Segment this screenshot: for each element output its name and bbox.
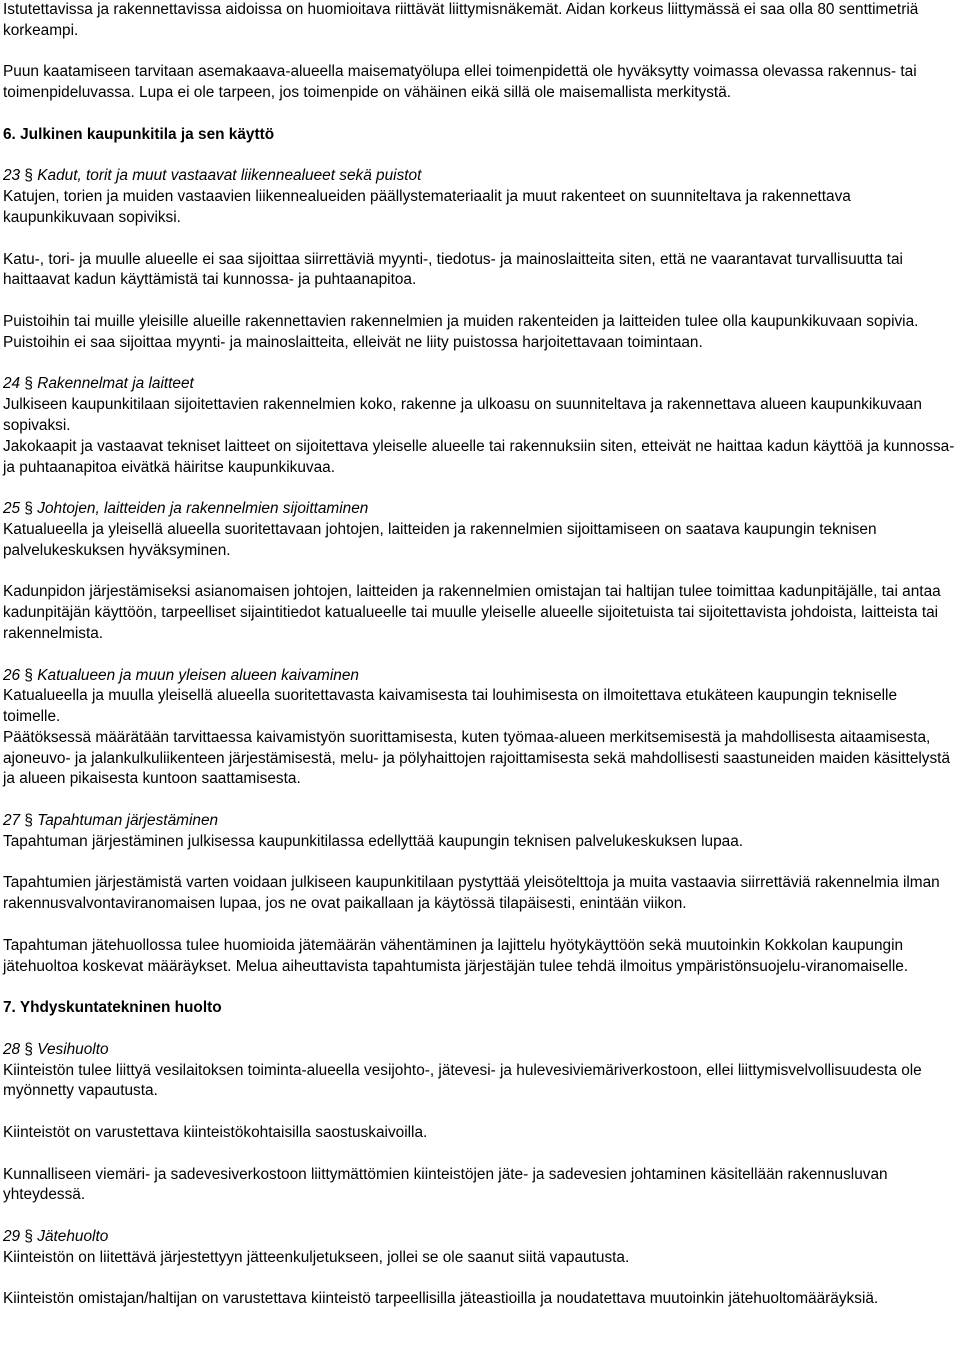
section-24-paragraph-1: Julkiseen kaupunkitilaan sijoitettavien rakennelmien koko, rakenne ja ulkoasu on suunniteltava ja rakennettava alueen kaupunkikuvaan sopivaksi. <box>3 396 922 434</box>
section-23-paragraph-1: Katujen, torien ja muiden vastaavien liikennealueiden päällystemateriaalit ja muut rakenteet on suunniteltava ja rakennettava kaupunkikuvaan sopiviksi. <box>3 188 851 226</box>
section-27-title <box>3 811 958 832</box>
section-26-paragraph-2: Päätöksessä määrätään tarvittaessa kaivamistyön suorittamisesta, kuten työmaa-alueen merkitsemisestä ja mahdollisesta aitaamisesta, ajoneuvo- ja jalankulkuliikenteen järjestämisestä, melu- ja pölyhaittojen rajoittamisesta sekä mahdollisesti saastuneiden maiden käsittelystä ja alueen pikaisesta kuntoon saattamisesta. <box>3 728 951 788</box>
section-28-paragraph-1: Kiinteistön tulee liittyä vesilaitoksen toiminta-alueella vesijohto-, jätevesi- ja hulevesiviemäriverkostoon, ellei liittymisvelvollisuudesta ole myönnetty vapautusta. <box>3 1061 922 1100</box>
section-27-paragraph-1: Tapahtuman järjestäminen julkisessa kaupunkitilassa edellyttää kaupungin teknisen palvelukeskuksen lupaa. <box>3 832 744 850</box>
intro-paragraph-2: Puun kaatamiseen tarvitaan asemakaava-alueella maisematyölupa ellei toimenpidettä ole hyväksytty voimassa olevassa rakennus- tai toimenpideluvassa. Lupa ei ole tarpeen, jos toimenpide on vähäinen eikä sillä ole maisemallista merkitystä. <box>3 63 917 102</box>
section-27-heading: Tapahtuman järjestäminen <box>37 812 219 830</box>
section-24-paragraph-2: Jakokaapit ja vastaavat tekniset laitteet on sijoitettava yleiselle alueelle tai rakennuksiin siten, etteivät ne haittaa kadun käyttöä ja kunnossa- ja puhtaanapitoa eivätkä häiritse kaupunkikuvaa. <box>3 437 955 476</box>
section-27-number: 27 <box>3 812 21 830</box>
section-23-title <box>3 166 958 187</box>
section-symbol: § <box>24 1040 33 1058</box>
section-23-number: 23 <box>3 167 21 185</box>
section-26-number: 26 <box>3 666 21 684</box>
section-29-heading: Jätehuolto <box>37 1228 109 1246</box>
section-24-title <box>3 374 958 395</box>
section-27-paragraph-2: Tapahtumien järjestämistä varten voidaan julkiseen kaupunkitilaan pystyttää yleisötelttoja ja muita vastaavia siirrettäviä rakennelmia ilman rakennusvalvontaviranomaisen lupaa, jos ne ovat paikallaan ja käytössä tilapäisesti, enintään viikon. <box>3 874 940 913</box>
section-29-number: 29 <box>3 1228 21 1246</box>
section-symbol: § <box>24 1228 33 1246</box>
section-25-paragraph-1: Katualueella ja yleisellä alueella suoritettavaan johtojen, laitteiden ja rakennelmien sijoittamiseen on saatava kaupungin teknisen palvelukeskuksen hyväksyminen. <box>3 520 877 559</box>
section-symbol: § <box>24 666 33 684</box>
section-27-paragraph-3: Tapahtuman jätehuollossa tulee huomioida jätemäärän vähentäminen ja lajittelu hyötykäyttöön sekä muutoinkin Kokkolan kaupungin jätehuoltoa koskevat määräykset. Melua aiheuttavista tapahtumista järjestäjän tulee tehdä ilmoitus ympäristönsuojelu-viranomaiselle. <box>3 936 909 975</box>
section-29-paragraph-1: Kiinteistön on liitettävä järjestettyyn jätteenkuljetukseen, jollei se ole saanut siitä vapautusta. <box>3 1248 630 1266</box>
section-28-heading: Vesihuolto <box>37 1040 109 1058</box>
chapter-7-heading: 7. Yhdyskuntatekninen huolto <box>3 999 222 1017</box>
section-symbol: § <box>24 375 33 393</box>
section-26-heading: Katualueen ja muun yleisen alueen kaivaminen <box>37 666 359 684</box>
section-symbol: § <box>24 500 33 518</box>
section-symbol: § <box>24 167 33 185</box>
section-25-heading: Johtojen, laitteiden ja rakennelmien sijoittaminen <box>37 500 369 518</box>
intro-paragraph-1: Istutettavissa ja rakennettavissa aidoissa on huomioitava riittävät liittymisnäkemät. Aidan korkeus liittymässä ei saa olla 80 senttimetriä korkeampi. <box>3 1 919 39</box>
chapter-6-heading: 6. Julkinen kaupunkitila ja sen käyttö <box>3 125 275 143</box>
section-29-title <box>3 1227 958 1248</box>
section-symbol: § <box>24 812 33 830</box>
section-23-paragraph-3: Puistoihin tai muille yleisille alueille rakennettavien rakennelmien ja muiden rakenteiden ja laitteiden tulee olla kaupunkikuvaan sopivia. Puistoihin ei saa sijoittaa myynti- ja mainoslaitteita, elleivät ne liity puistossa harjoitettavaan toimintaan. <box>3 312 919 351</box>
section-24-heading: Rakennelmat ja laitteet <box>37 375 194 393</box>
section-29-paragraph-2: Kiinteistön omistajan/haltijan on varustettava kiinteistö tarpeellisilla jäteastioilla ja noudatettava muutoinkin jätehuoltomääräyksiä. <box>3 1290 879 1308</box>
section-23-paragraph-2: Katu-, tori- ja muulle alueelle ei saa sijoittaa siirrettäviä myynti-, tiedotus- ja mainoslaitteita siten, että ne vaarantavat turvallisuutta tai haittaavat kadun käyttämistä tai kunnossa- ja puhtaanapitoa. <box>3 250 903 289</box>
section-25-title <box>3 499 958 520</box>
section-25-paragraph-2: Kadunpidon järjestämiseksi asianomaisen johtojen, laitteiden ja rakennelmien omistajan tai haltijan tulee toimittaa kadunpitäjälle, tai antaa kadunpitäjän käyttöön, tarpeelliset sijaintitiedot katualueelle tai muulle yleiselle alueelle sijoitetuista tai sijoitettavista johdoista, laitteista tai rakennelmista. <box>3 583 941 642</box>
section-23-heading: Kadut, torit ja muut vastaavat liikennealueet sekä puistot <box>37 167 422 185</box>
section-26-paragraph-1: Katualueella ja muulla yleisellä alueella suoritettavasta kaivamisesta tai louhimisesta on ilmoitettava etukäteen kaupungin tekniselle toimelle. <box>3 687 898 726</box>
section-28-number: 28 <box>3 1040 21 1058</box>
section-28-title <box>3 1040 958 1061</box>
section-28-paragraph-3: Kunnalliseen viemäri- ja sadevesiverkostoon liittymättömien kiinteistöjen jäte- ja sadevesien johtaminen käsitellään rakennusluvan yhteydessä. <box>3 1165 888 1204</box>
section-24-number: 24 <box>3 375 21 393</box>
section-25-number: 25 <box>3 500 21 518</box>
document-page <box>3 0 958 1310</box>
section-26-title <box>3 666 958 687</box>
section-28-paragraph-2: Kiinteistöt on varustettava kiinteistökohtaisilla saostuskaivoilla. <box>3 1124 428 1142</box>
